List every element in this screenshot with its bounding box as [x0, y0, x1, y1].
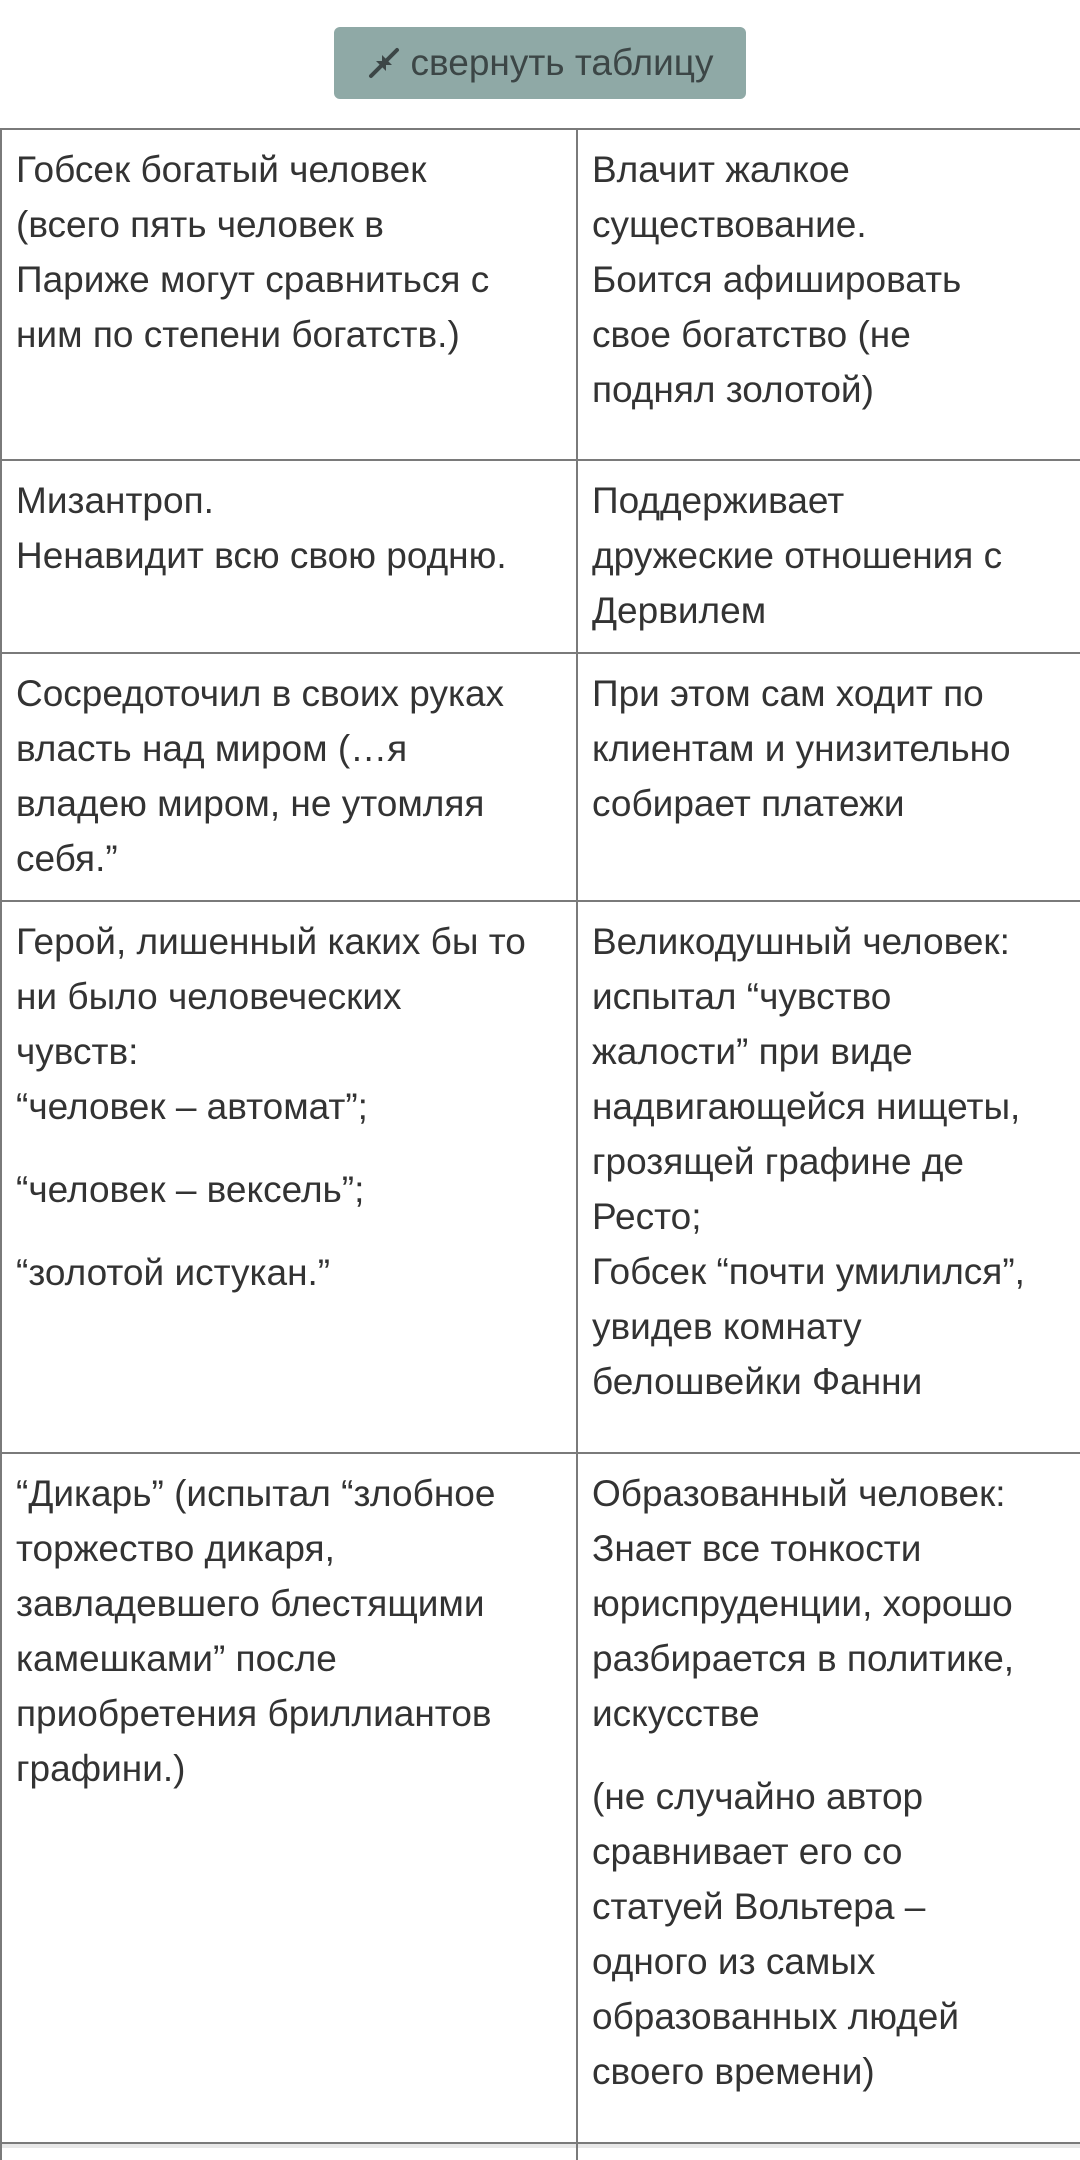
table-cell-right	[577, 129, 1080, 460]
cell-paragraph	[16, 473, 562, 583]
collapse-arrows-icon	[367, 46, 401, 80]
cell-text-line: “человек – вексель”;	[16, 1169, 365, 1210]
cell-text-line: Знает все тонкости	[592, 1528, 922, 1569]
cell-text-line: Париже могут сравниться с	[16, 259, 490, 300]
cell-text-line: “золотой истукан.”	[16, 1252, 331, 1293]
cell-text-line: завладевшего блестящими	[16, 1583, 485, 1624]
cell-text-line: существование.	[592, 204, 867, 245]
cell-text-line: Ненавидит всю свою родню.	[16, 535, 507, 576]
table-cell-right	[577, 460, 1080, 653]
cell-paragraph	[592, 473, 1066, 638]
cell-text-line: власть над миром (…я	[16, 728, 408, 769]
table-cell-right	[577, 901, 1080, 1453]
cell-paragraph	[16, 1162, 562, 1217]
cell-text-line: владею миром, не утомляя	[16, 783, 485, 824]
cell-text-line: приобретения бриллиантов	[16, 1693, 492, 1734]
cell-text-line: “Дикарь” (испытал “злобное	[16, 1473, 496, 1514]
cell-paragraph	[592, 142, 1066, 417]
toolbar	[0, 0, 1080, 128]
cell-text-line: поднял золотой)	[592, 369, 874, 410]
table-cell-left	[1, 1453, 577, 2143]
comparison-table	[0, 128, 1080, 2160]
cell-paragraph	[592, 1769, 1066, 2099]
cell-text-line: собирает платежи	[592, 783, 905, 824]
cell-text-line: При этом сам ходит по	[592, 673, 984, 714]
cell-paragraph	[592, 1466, 1066, 1741]
collapse-table-label: свернуть таблицу	[410, 42, 714, 83]
cell-paragraph	[592, 666, 1066, 831]
cell-text-line: увидев комнату	[592, 1306, 862, 1347]
table-cell-right	[577, 1453, 1080, 2143]
cell-paragraph	[16, 142, 562, 362]
cell-text-line: Поддерживает	[592, 480, 845, 521]
cell-paragraph	[592, 914, 1066, 1409]
cell-text-line: своего времени)	[592, 2051, 875, 2092]
table-cell-right	[577, 653, 1080, 901]
cell-text-line: Образованный человек:	[592, 1473, 1006, 1514]
cell-paragraph	[16, 1245, 562, 1300]
cell-text-line: клиентам и унизительно	[592, 728, 1011, 769]
cell-text-line: камешками” после	[16, 1638, 337, 1679]
table-row	[1, 460, 1080, 653]
table-row	[1, 1453, 1080, 2143]
cell-text-line: Дервилем	[592, 590, 767, 631]
cell-paragraph	[16, 666, 562, 886]
table-cell-left	[1, 460, 577, 653]
cell-text-line: белошвейки Фанни	[592, 1361, 923, 1402]
cell-text-line: искусстве	[592, 1693, 760, 1734]
table-row	[1, 901, 1080, 1453]
cell-text-line: Гобсек богатый человек	[16, 149, 427, 190]
cell-text-line: Мизантроп.	[16, 480, 214, 521]
cell-text-line: Сосредоточил в своих руках	[16, 673, 505, 714]
cell-text-line: Влачит жалкое	[592, 149, 850, 190]
cell-text-line: графини.)	[16, 1748, 186, 1789]
cell-text-line: Ресто;	[592, 1196, 702, 1237]
cell-text-line: надвигающейся нищеты,	[592, 1086, 1021, 1127]
table-cell-right	[577, 2143, 1080, 2160]
cell-text-line: Гобсек “почти умилился”,	[592, 1251, 1025, 1292]
cell-text-line: жалости” при виде	[592, 1031, 913, 1072]
cell-text-line: образованных людей	[592, 1996, 960, 2037]
cell-text-line: испытал “чувство	[592, 976, 892, 1017]
cell-text-line: торжество дикаря,	[16, 1528, 335, 1569]
cell-paragraph	[16, 1466, 562, 1796]
table-cell-left	[1, 901, 577, 1453]
cell-text-line: себя.”	[16, 838, 118, 879]
cell-text-line: свое богатство (не	[592, 314, 911, 355]
cell-text-line: Боится афишировать	[592, 259, 962, 300]
cell-text-line: грозящей графине де	[592, 1141, 965, 1182]
cell-text-line: чувств:	[16, 1031, 139, 1072]
table-row	[1, 653, 1080, 901]
cell-text-line: ним по степени богатств.)	[16, 314, 460, 355]
cell-text-line: юриспруденции, хорошо	[592, 1583, 1013, 1624]
cell-text-line: разбирается в политике,	[592, 1638, 1015, 1679]
cell-text-line: Герой, лишенный каких бы то	[16, 921, 526, 962]
table-cell-left	[1, 653, 577, 901]
table-cell-left	[1, 129, 577, 460]
table-row	[1, 129, 1080, 460]
cell-paragraph	[16, 914, 562, 1134]
cell-text-line: ни было человеческих	[16, 976, 402, 1017]
cell-text-line: (всего пять человек в	[16, 204, 384, 245]
table-cell-left	[1, 2143, 577, 2160]
cell-text-line: (не случайно автор	[592, 1776, 924, 1817]
collapse-table-button[interactable]	[334, 27, 746, 99]
cell-text-line: Великодушный человек:	[592, 921, 1010, 962]
cell-text-line: сравнивает его со	[592, 1831, 903, 1872]
cell-text-line: дружеские отношения с	[592, 535, 1003, 576]
cell-text-line: статуей Вольтера –	[592, 1886, 926, 1927]
cell-text-line: “человек – автомат”;	[16, 1086, 368, 1127]
table-row-partial	[1, 2143, 1080, 2160]
cell-text-line: одного из самых	[592, 1941, 876, 1982]
